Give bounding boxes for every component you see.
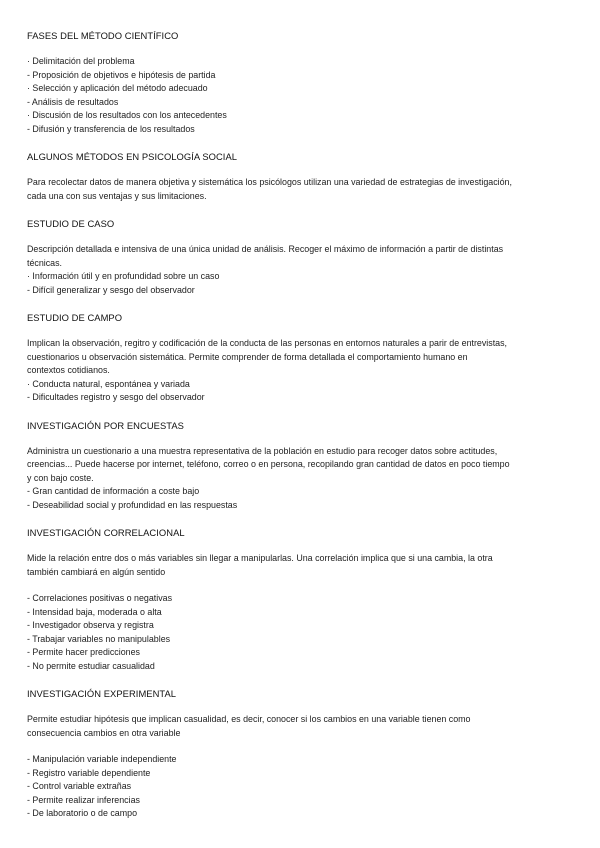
paragraph-line: cada una con sus ventajas y sus limitaciones. bbox=[27, 190, 207, 201]
list-item: - Análisis de resultados bbox=[27, 96, 119, 107]
section-heading-encuestas: INVESTIGACIÓN POR ENCUESTAS bbox=[27, 419, 184, 431]
list-item: - Deseabilidad social y profundidad en las respuestas bbox=[27, 499, 238, 510]
section-heading-caso: ESTUDIO DE CASO bbox=[27, 218, 115, 229]
list-item: - Correlaciones positivas o negativas bbox=[27, 593, 173, 603]
paragraph-line: cuestionarios u observación sistemática. Permite comprender de forma detallada el comportamiento humano en bbox=[27, 351, 468, 362]
list-item: - Gran cantidad de información a coste bajo bbox=[27, 486, 200, 496]
list-item: · Información útil y en profundidad sobre un caso bbox=[27, 271, 220, 281]
list-item: - Difusión y transferencia de los resultados bbox=[27, 123, 195, 134]
section-heading-fases: FASES DEL MÉTODO CIENTÍFICO bbox=[27, 30, 179, 41]
list-item: - Registro variable dependiente bbox=[27, 767, 151, 778]
paragraph-line: también cambiará en algún sentido bbox=[27, 566, 166, 577]
paragraph-line: Administra un cuestionario a una muestra representativa de la población en estudio para recoger datos sobre actitudes, bbox=[27, 445, 498, 456]
paragraph-line: creencias... Puede hacerse por internet, teléfono, correo o en persona, recopilando gran cantidad de datos en poco tiempo bbox=[27, 459, 510, 469]
list-item: - Trabajar variables no manipulables bbox=[27, 633, 171, 644]
paragraph-line: Descripción detallada e intensiva de una única unidad de análisis. Recoger el máximo de información a partir de distintas bbox=[27, 244, 504, 254]
paragraph-line: técnicas. bbox=[27, 257, 63, 268]
list-item: · Discusión de los resultados con los antecedentes bbox=[27, 110, 227, 120]
section-heading-experimental: INVESTIGACIÓN EXPERIMENTAL bbox=[27, 688, 177, 699]
list-item: · Conducta natural, espontánea y variada bbox=[27, 378, 190, 389]
list-item: · Selección y aplicación del método adecuado bbox=[27, 83, 208, 93]
list-item: - Permite hacer predicciones bbox=[27, 647, 140, 657]
list-item: - Difícil generalizar y sesgo del observador bbox=[27, 284, 195, 295]
list-item: · Delimitación del problema bbox=[27, 56, 135, 66]
list-item: - Permite realizar inferencias bbox=[27, 794, 140, 805]
paragraph-line: Implican la observación, regitro y codificación de la conducta de las personas en entornos naturales a parir de entrevistas, bbox=[27, 338, 508, 348]
list-item: - Proposición de objetivos e hipótesis de partida bbox=[27, 69, 216, 80]
section-heading-metodos: ALGUNOS MÉTODOS EN PSICOLOGÍA SOCIAL bbox=[27, 151, 238, 162]
paragraph-line: contextos cotidianos. bbox=[27, 365, 110, 375]
section-heading-correlacional: INVESTIGACIÓN CORRELACIONAL bbox=[27, 527, 185, 538]
paragraph-line: Permite estudiar hipótesis que implican casualidad, es decir, conocer si los cambios en una variable tienen como bbox=[27, 714, 471, 724]
list-item: - No permite estudiar casualidad bbox=[27, 660, 155, 671]
paragraph-line: y con bajo coste. bbox=[27, 472, 94, 483]
paragraph-line: Para recolectar datos de manera objetiva y sistemática los psicólogos utilizan una variedad de estrategias de investigación, bbox=[27, 177, 512, 187]
list-item: - De laboratorio o de campo bbox=[27, 808, 138, 818]
list-item: - Investigador observa y registra bbox=[27, 620, 154, 630]
list-item: - Intensidad baja, moderada o alta bbox=[27, 606, 162, 617]
paragraph-line: Mide la relación entre dos o más variables sin llegar a manipularlas. Una correlación implica que si una cambia, la otra bbox=[27, 553, 493, 563]
list-item: - Manipulación variable independiente bbox=[27, 754, 177, 764]
list-item: - Control variable extrañas bbox=[27, 781, 132, 791]
paragraph-line: consecuencia cambios en otra variable bbox=[27, 727, 181, 738]
section-heading-campo: ESTUDIO DE CAMPO bbox=[27, 312, 123, 323]
list-item: - Dificultades registro y sesgo del observador bbox=[27, 392, 205, 402]
